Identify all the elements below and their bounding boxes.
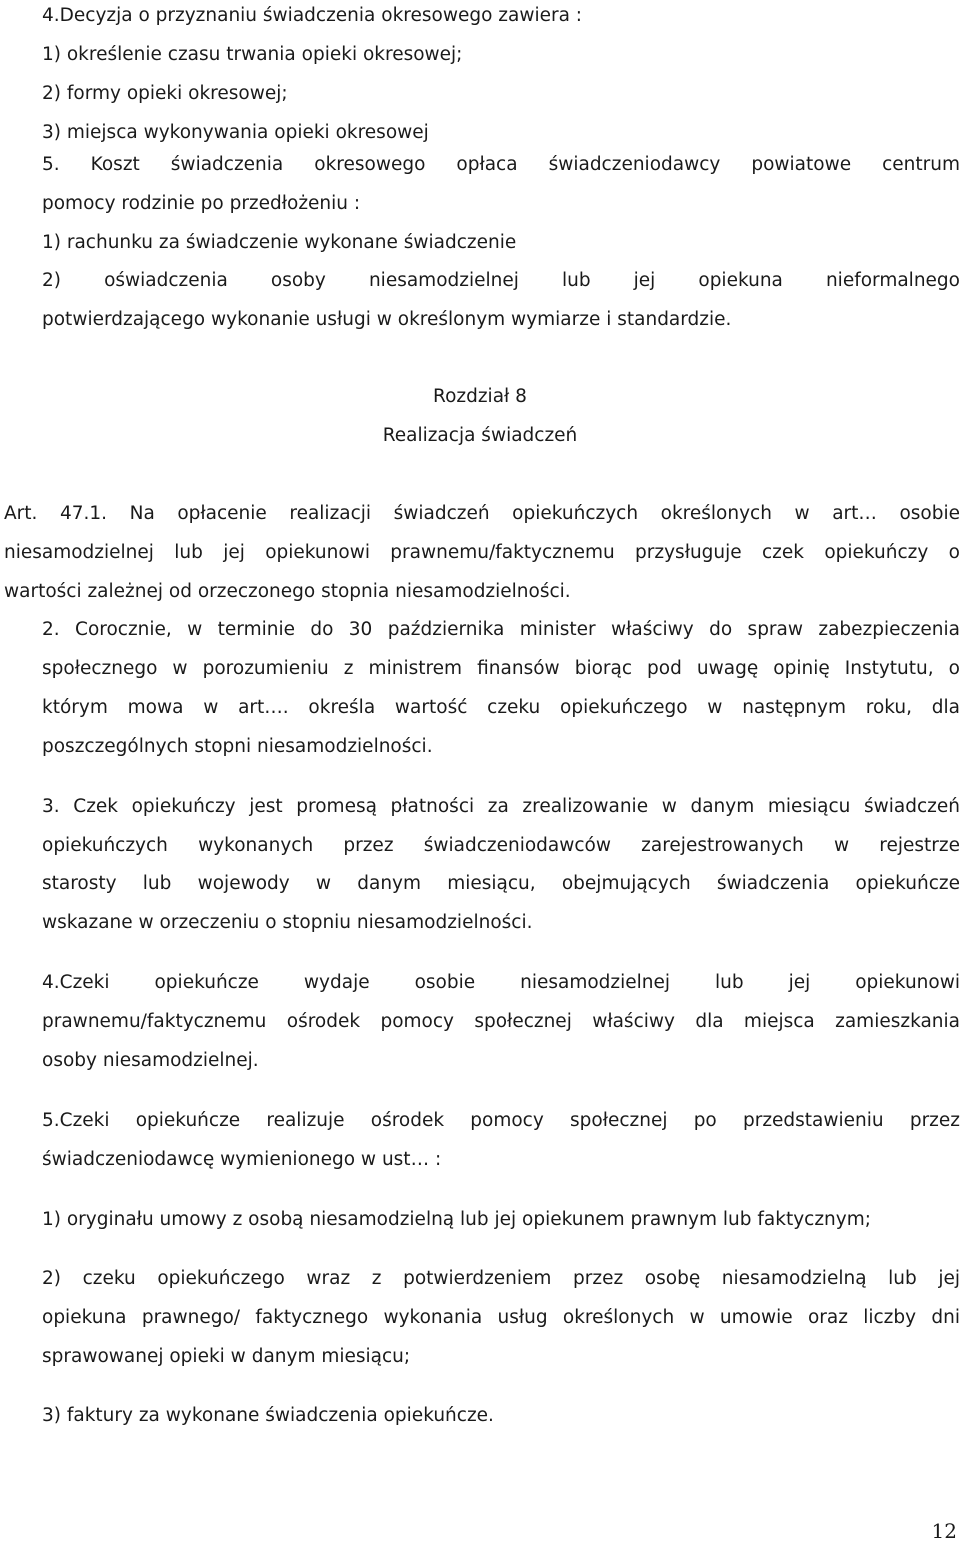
art47-p4-line-2: prawnemu/faktycznemu ośrodek pomocy społecznej właściwy dla miejsca zamieszkania bbox=[42, 1011, 960, 1032]
art47-p3-line-1: 3. Czek opiekuńczy jest promesą płatności za zrealizowanie w danym miesiącu świadczeń bbox=[42, 796, 960, 817]
art47-p1-line-1: Art. 47.1. Na opłacenie realizacji świadczeń opiekuńczych określonych w art… osobie bbox=[4, 503, 960, 524]
art47-p5-line-1: 5.Czeki opiekuńcze realizuje ośrodek pomocy społecznej po przedstawieniu przez bbox=[42, 1110, 960, 1131]
art47-p2-line-2: społecznego w porozumieniu z ministrem finansów biorąc pod uwagę opinię Instytutu, o bbox=[42, 658, 960, 679]
art47-p3-line-2: opiekuńczych wykonanych przez świadczeniodawców zarejestrowanych w rejestrze bbox=[42, 835, 960, 856]
chapter-number: Rozdział 8 bbox=[433, 386, 527, 407]
clause-5-line-2: pomocy rodzinie po przedłożeniu : bbox=[42, 193, 361, 214]
art47-p3-line-3: starosty lub wojewody w danym miesiącu, obejmujących świadczenia opiekuńcze bbox=[42, 873, 960, 894]
art47-p5-item-3: 3) faktury za wykonane świadczenia opiekuńcze. bbox=[42, 1405, 494, 1426]
art47-p3-line-4: wskazane w orzeczeniu o stopniu niesamodzielności. bbox=[42, 912, 533, 933]
clause-4-heading: 4.Decyzja o przyznaniu świadczenia okresowego zawiera : bbox=[42, 5, 583, 26]
page-number: 12 bbox=[931, 1519, 957, 1543]
chapter-title: Realizacja świadczeń bbox=[382, 425, 578, 446]
art47-p5-line-2: świadczeniodawcę wymienionego w ust… : bbox=[42, 1149, 442, 1170]
art47-p5-item-2-line-3: sprawowanej opieki w danym miesiącu; bbox=[42, 1346, 411, 1367]
clause-4-item-1: 1) określenie czasu trwania opieki okresowej; bbox=[42, 44, 463, 65]
clause-4-item-3: 3) miejsca wykonywania opieki okresowej bbox=[42, 122, 429, 143]
art47-p4-line-1: 4.Czeki opiekuńcze wydaje osobie niesamodzielnej lub jej opiekunowi bbox=[42, 972, 960, 993]
clause-5-line-1: 5. Koszt świadczenia okresowego opłaca świadczeniodawcy powiatowe centrum bbox=[42, 154, 960, 175]
art47-p2-line-4: poszczególnych stopni niesamodzielności. bbox=[42, 736, 433, 757]
art47-p2-line-3: którym mowa w art…. określa wartość czeku opiekuńczego w następnym roku, dla bbox=[42, 697, 960, 718]
clause-4-item-2: 2) formy opieki okresowej; bbox=[42, 83, 288, 104]
art47-p5-item-2-line-1: 2) czeku opiekuńczego wraz z potwierdzeniem przez osobę niesamodzielną lub jej bbox=[42, 1268, 960, 1289]
art47-p2-line-1: 2. Corocznie, w terminie do 30 października minister właściwy do spraw zabezpieczenia bbox=[42, 619, 960, 640]
clause-5-item-2-line-2: potwierdzającego wykonanie usługi w określonym wymiarze i standardzie. bbox=[42, 309, 732, 330]
art47-p5-item-2-line-2: opiekuna prawnego/ faktycznego wykonania usług określonych w umowie oraz liczby dni bbox=[42, 1307, 960, 1328]
art47-p1-line-3: wartości zależnej od orzeczonego stopnia niesamodzielności. bbox=[4, 581, 571, 602]
art47-p5-item-1: 1) oryginału umowy z osobą niesamodzielną lub jej opiekunem prawnym lub faktycznym; bbox=[42, 1209, 871, 1230]
clause-5-item-1: 1) rachunku za świadczenie wykonane świadczenie bbox=[42, 232, 517, 253]
art47-p4-line-3: osoby niesamodzielnej. bbox=[42, 1050, 259, 1071]
clause-5-item-2-line-1: 2) oświadczenia osoby niesamodzielnej lub jej opiekuna nieformalnego bbox=[42, 270, 960, 291]
art47-p1-line-2: niesamodzielnej lub jej opiekunowi prawnemu/faktycznemu przysługuje czek opiekuńczy o bbox=[4, 542, 960, 563]
